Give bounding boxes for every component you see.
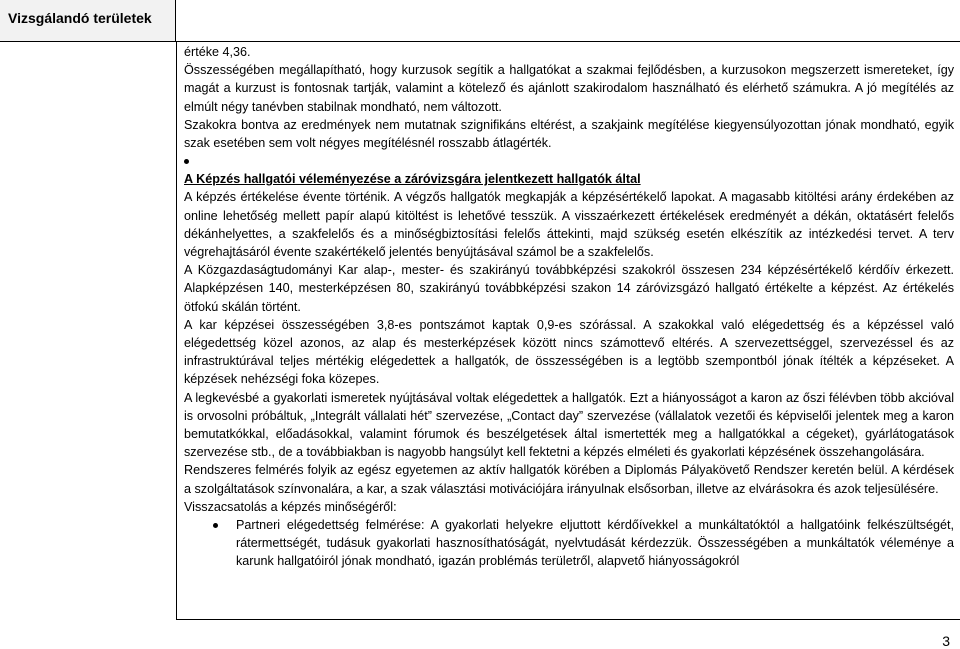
section-heading: A Képzés hallgatói véleményezése a záróvizsgára jelentkezett hallgatók által xyxy=(184,172,641,187)
paragraph: értéke 4,36. xyxy=(184,45,251,59)
paragraph: Rendszeres felmérés folyik az egész egyetemen az aktív hallgatók körében a Diplomás Pályakövető Rendszer keretén belül. A kérdések a szolgáltatások színvonalára, a kar, a szak választási motivációjára irányulnak elsősorban, illetve az elvárásokra és azok teljesülésére. xyxy=(184,463,954,496)
table-left-border xyxy=(176,42,177,620)
section-label-cell xyxy=(0,0,176,42)
paragraph: Visszacsatolás a képzés minőségéről: xyxy=(184,499,397,514)
table-bottom-border xyxy=(176,619,960,620)
empty-bullet xyxy=(184,152,954,170)
bullet-dot xyxy=(184,159,189,164)
page-number: 3 xyxy=(942,633,950,649)
paragraph: A kar képzései összességében 3,8-es pontszámot kaptak 0,9-es szórással. A szakokkal való elégedettség és a képzéssel való elégedettség közel azonos, az alap és mesterképzések között nincs számottevő eltérés. A szervezettséggel, szervezéssel és az infrastruktúrával teljes mértékig elégedettek a hallgatók, de összességében is a legtöbb szempontból jónak ítélték a képzéseket. A képzések nehézségi foka közepes. xyxy=(184,317,954,387)
document-body xyxy=(184,43,954,571)
paragraph: Összességében megállapítható, hogy kurzusok segítik a hallgatókat a szakmai fejlődésben, a kurzusokon megszerzett ismereteket, így magát a kurzust is fontosnak tartják, valamint a kötelező és ajánlott szakirodalom használható és elérhető számukra. A jó megítélés az elmúlt négy tanévben stabilnak mondható, nem változott. xyxy=(184,63,954,114)
section-label: Vizsgálandó területek xyxy=(8,10,152,26)
list-item-text: Partneri elégedettség felmérése: A gyakorlati helyekre eljuttott kérdőívekkel a munkáltatóktól a hallgatóink felkészültségét, rátermettségét, tudásuk gyakorlati hasznosíthatóságát, nyelvtudását kérdezzük. Összességében a munkáltatók véleménye a karunk hallgatóiról jónak mondható, igazán problémás területről, alapvető hiányosságokról xyxy=(236,518,954,569)
paragraph: A Közgazdaságtudományi Kar alap-, mester- és szakirányú továbbképzési szakokról összesen 234 képzésértékelő kérdőív érkezett. Alapképzésen 140, mesterképzésen 80, szakirányú továbbképzési szakon 14 záróvizsgázó hallgató értékelte a képzést. Az értékelés ötfokú skálán történt. xyxy=(184,263,954,314)
header-empty-cell xyxy=(176,0,960,42)
paragraph: A legkevésbé a gyakorlati ismeretek nyújtásával voltak elégedettek a hallgatók. Ezt a hiányosságot a karon az őszi félévben több akcióval is orvosolni próbáltuk, „Integrált vállalati hét” szervezése, „Contact day” szervezése (vállalatok vezetői és képviselői jelentek meg a karon bemutatkókkal, előadásokkal, valamint fórumok és beszélgetések által ismertették meg a hallgatókkal a cégeket), gyárlátogatások szervezése stb., de a továbbiakban is nagyobb hangsúlyt kell fektetni a képzés elméleti és gyakorlati képzésének összehangolására. xyxy=(184,390,954,460)
list-item xyxy=(184,516,954,571)
bullet-dot xyxy=(213,523,218,528)
paragraph: A képzés értékelése évente történik. A végzős hallgatók megkapják a képzésértékelő lapokat. A magasabb kitöltési arány érdekében az online lehetőség mellett papír alapú kitöltést is lehetővé tesszük. A visszaérkezett értékelések eredményét a dékán, oktatásért felelős dékánhelyettes, a szakfelelős és a minőségbiztosítási felelős áttekinti, majd szükség esetén elkészítik az intézkedési tervet. A terv végrehajtásáról évente szakértékelő jelentés benyújtásával számol be a szakfelelős. xyxy=(184,190,954,260)
bullet-list xyxy=(184,516,954,571)
paragraph: Szakokra bontva az eredmények nem mutatnak szignifikáns eltérést, a szakjaink megítélése kiegyensúlyozottan jónak mondható, egyik szak esetében sem volt négyes megítélésnél rosszabb átlagérték. xyxy=(184,117,954,151)
